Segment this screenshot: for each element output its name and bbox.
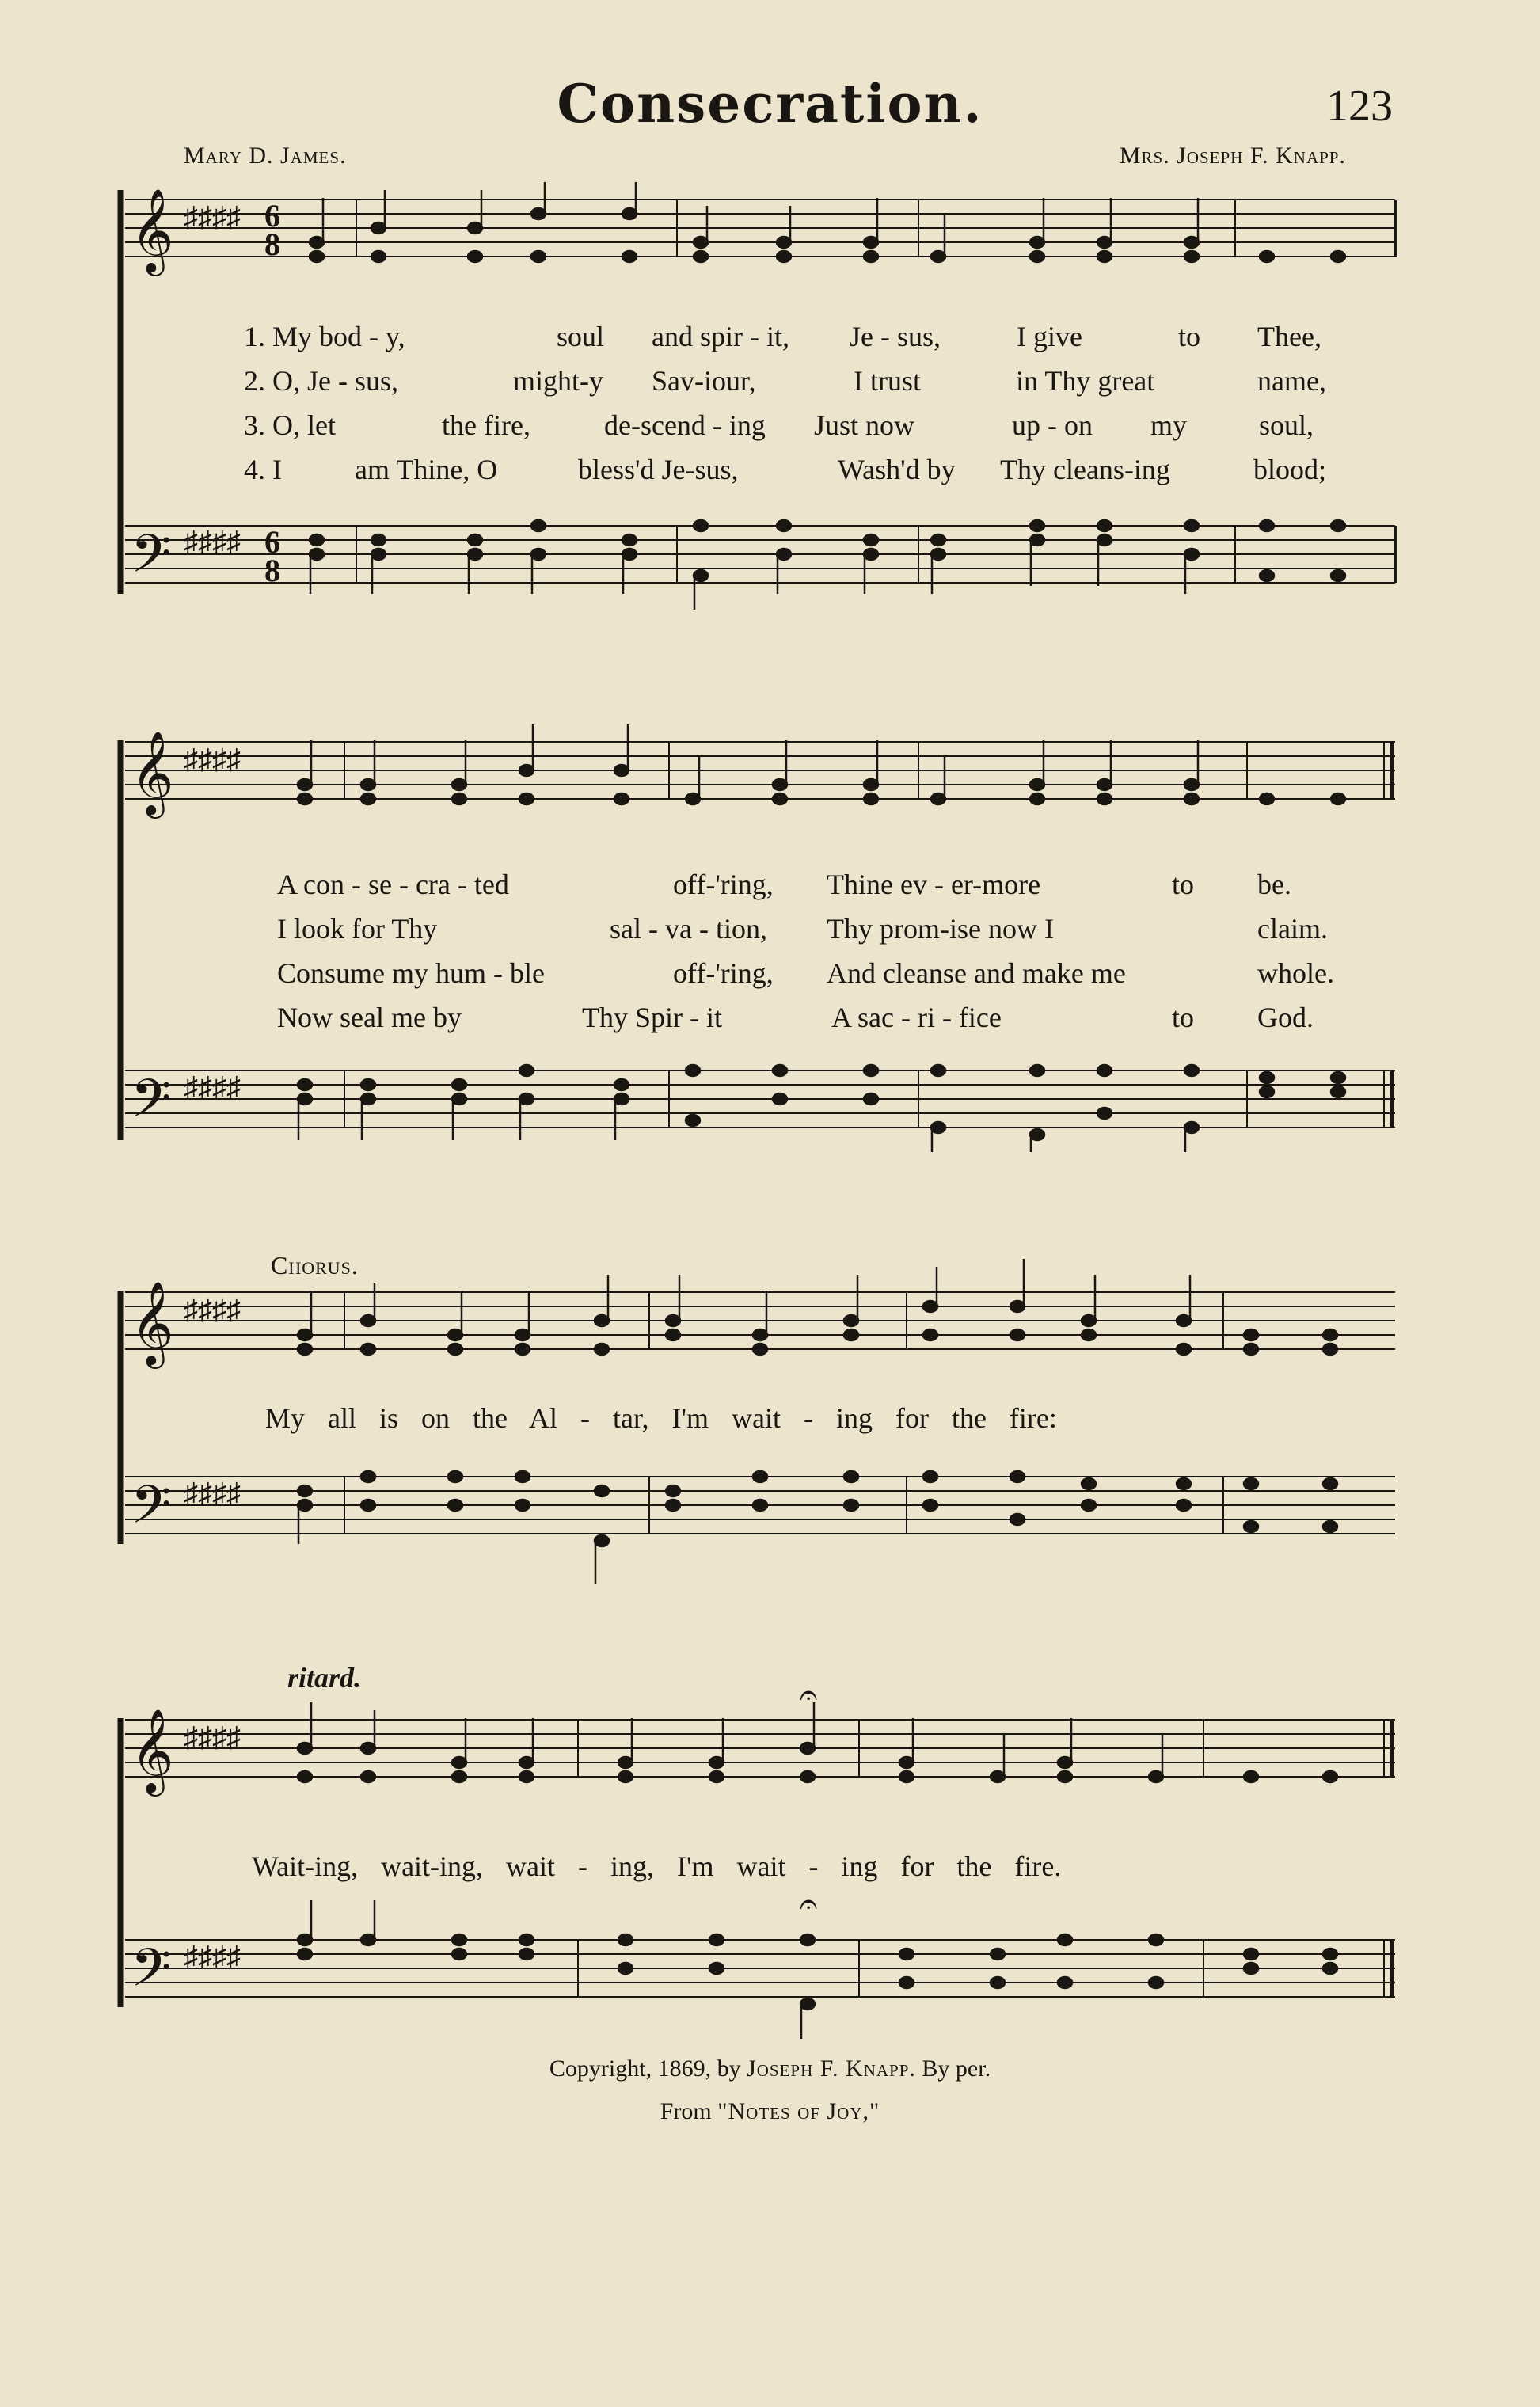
lyric-word: to [1172, 1002, 1195, 1033]
lyric-word: God. [1257, 1002, 1314, 1033]
lyric-word: I trust [854, 365, 921, 397]
lyric-word: bless'd Je-sus, [578, 454, 739, 485]
lyric-word: A sac - ri - fice [831, 1002, 1002, 1033]
lyric-word: Thy cleans-ing [1000, 454, 1170, 485]
lyric-word: 1. My bod - y, [244, 321, 405, 352]
lyric-word: A con - se - cra - ted [277, 869, 509, 900]
verse-1-line-2 [277, 868, 1291, 901]
lyric-word: claim. [1257, 913, 1328, 945]
treble-clef-icon: 𝄞 [131, 188, 174, 272]
verse-2-line-1 [244, 364, 1326, 397]
chorus-label: Chorus. [271, 1251, 359, 1280]
key-signature: ♯♯♯♯ [184, 743, 241, 775]
lyric-word: name, [1257, 365, 1326, 397]
lyric-word: And cleanse and make me [827, 957, 1126, 989]
lyric-word: Thy prom-ise now I [827, 913, 1054, 945]
lyric-word: Je - sus, [850, 321, 941, 352]
key-signature: ♯♯♯♯ [184, 201, 241, 233]
lyric-word: 2. O, Je - sus, [244, 365, 398, 397]
copyright-prefix: Copyright, 1869, by [549, 2055, 741, 2082]
lyric-word: Wash'd by [838, 454, 956, 485]
key-signature: ♯♯♯♯ [184, 1071, 241, 1103]
lyric-word: might-y [513, 365, 603, 397]
lyric-word: am Thine, O [355, 454, 498, 485]
lyric-word: sal - va - tion, [610, 913, 767, 945]
lyric-word: soul, [1259, 409, 1314, 441]
copyright-name: Joseph F. Knapp. [747, 2055, 916, 2082]
verse-4-line-2 [277, 1001, 1314, 1034]
chorus-line-2: Wait-ing, wait-ing, wait - ing, I'm wait - ing for the fire. [252, 1850, 1062, 1882]
chorus-line-1: My all is on the Al - tar, I'm wait - ing for the fire: [265, 1402, 1057, 1434]
key-signature: ♯♯♯♯ [184, 1721, 241, 1753]
treble-clef-icon: 𝄞 [131, 1708, 174, 1793]
key-signature: ♯♯♯♯ [184, 1477, 241, 1509]
lyric-word: Now seal me by [277, 1002, 462, 1033]
lyric-word: Thine ev - er-more [827, 869, 1041, 900]
treble-notes [298, 724, 1345, 804]
page-title: Consecration. [557, 73, 983, 135]
lyricist: Mary D. James. [184, 143, 347, 169]
verse-1-line-1 [244, 320, 1321, 353]
music-system-3 [0, 1275, 1540, 1607]
lyric-word: the fire, [442, 409, 530, 441]
time-signature-top: 6 [264, 524, 280, 560]
lyric-word: whole. [1257, 957, 1334, 989]
source-prefix: From [660, 2098, 712, 2124]
lyric-word: Sav-iour, [652, 365, 756, 397]
bass-clef-icon: 𝄢 [131, 523, 172, 597]
copyright-notice [0, 2055, 1540, 2082]
bass-clef-icon: 𝄢 [131, 1068, 172, 1142]
lyric-word: my [1150, 409, 1188, 441]
lyric-word: 4. I [244, 454, 282, 485]
lyric-word: be. [1257, 869, 1291, 900]
treble-notes [298, 1702, 1337, 1782]
lyric-word: to [1178, 321, 1201, 352]
lyric-word: de-scend - ing [604, 409, 766, 441]
treble-notes [310, 182, 1345, 262]
lyric-word: Consume my hum - ble [277, 957, 545, 989]
composer: Mrs. Joseph F. Knapp. [1119, 143, 1346, 169]
lyric-word: Thy Spir - it [582, 1002, 722, 1033]
lyric-word: Thee, [1257, 321, 1321, 352]
lyric-word: to [1172, 869, 1195, 900]
lyric-word: in Thy great [1016, 365, 1155, 397]
lyric-word: and spir - it, [652, 321, 789, 352]
lyric-word: I look for Thy [277, 913, 438, 945]
treble-clef-icon: 𝄞 [131, 730, 174, 815]
bass-notes [298, 1065, 1345, 1152]
bass-notes [298, 1471, 1337, 1584]
copyright-suffix: By per. [922, 2055, 991, 2082]
time-signature-bottom: 8 [264, 553, 280, 588]
bass-notes [310, 520, 1345, 610]
lyric-word: off-'ring, [673, 869, 774, 900]
source-name: "Notes of Joy," [717, 2098, 880, 2124]
fermata-icon: 𝄐 [800, 1886, 818, 1922]
key-signature: ♯♯♯♯ [184, 1294, 241, 1325]
page-number: 123 [1326, 82, 1393, 131]
bass-clef-icon: 𝄢 [131, 1474, 172, 1548]
time-signature-bottom: 8 [264, 226, 280, 262]
lyric-word: blood; [1253, 454, 1327, 485]
lyric-word: soul [557, 321, 605, 352]
treble-clef-icon: 𝄞 [131, 1280, 174, 1365]
lyric-word: 3. O, let [244, 409, 336, 441]
key-signature: ♯♯♯♯ [184, 526, 241, 557]
bass-clef-icon: 𝄢 [131, 1937, 172, 2011]
ritard-label: ritard. [287, 1662, 362, 1694]
lyric-word: I give [1017, 321, 1082, 352]
lyric-word: off-'ring, [673, 957, 774, 989]
lyric-word: Just now [814, 409, 915, 441]
lyric-word: up - on [1012, 409, 1093, 441]
bass-notes [298, 1900, 1337, 2039]
key-signature: ♯♯♯♯ [184, 1941, 241, 1972]
source-notice [0, 2098, 1540, 2125]
fermata-icon: 𝄐 [800, 1677, 818, 1713]
verse-3-line-2 [277, 956, 1334, 990]
time-signature-top: 6 [264, 198, 280, 234]
verse-3-line-1 [244, 409, 1314, 442]
verse-4-line-1 [244, 453, 1327, 486]
verse-2-line-2 [277, 912, 1328, 945]
